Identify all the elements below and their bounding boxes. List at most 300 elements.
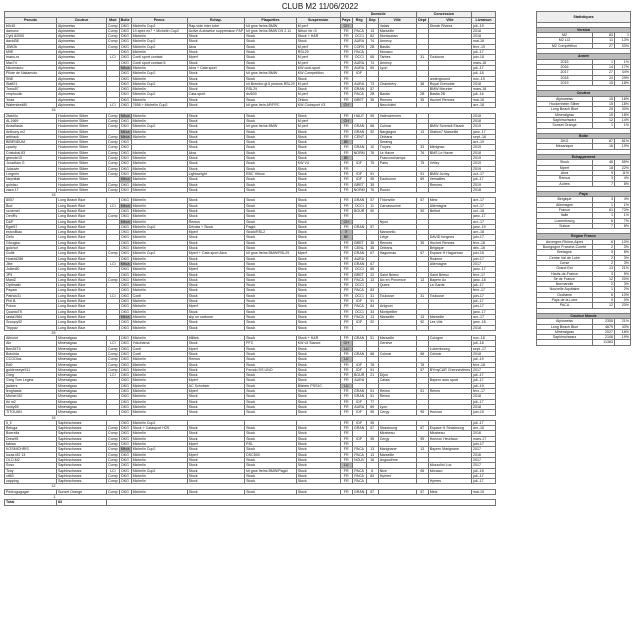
table-cell: Hockenheim Silber xyxy=(57,129,107,134)
table-cell: Conti sport contact 6 xyxy=(131,60,187,65)
table-cell: Bayern auto sport xyxy=(428,378,471,383)
table-cell: Cata-sport xyxy=(187,92,245,97)
table-cell: Saphirschwarz xyxy=(57,420,107,425)
table-cell: Annecy xyxy=(378,39,416,44)
table-cell: Stock xyxy=(296,468,340,473)
table-cell: Stock xyxy=(187,293,245,298)
table-cell: Stock xyxy=(187,431,245,436)
table-cell: 2B xyxy=(416,92,428,97)
table-cell: DKG xyxy=(119,198,131,203)
column-header: Livraison xyxy=(472,18,496,24)
table-cell: Stock + H&R xyxy=(296,34,340,39)
table-cell: Hyères xyxy=(428,479,471,484)
table-cell: Stock xyxy=(245,235,297,240)
table-cell: rocky69 xyxy=(5,404,57,409)
table-cell: Colmar xyxy=(378,124,416,129)
table-cell: Belfort xyxy=(428,208,471,213)
table-cell: Mineralgrau xyxy=(57,362,107,367)
table-cell: Rennes xyxy=(378,97,416,102)
table-cell: Hyères xyxy=(378,473,416,478)
table-cell: Long Beach Blue xyxy=(57,240,107,245)
table-cell: 35 xyxy=(366,240,378,245)
table-cell: DKG xyxy=(119,341,131,346)
table-cell: LCI xyxy=(107,261,120,266)
stats-num: 67 xyxy=(593,139,615,144)
table-cell: juil.-17 xyxy=(472,65,496,70)
table-cell: FR xyxy=(340,352,352,357)
table-cell: Stock xyxy=(296,134,340,139)
table-cell: juil.-17 xyxy=(472,479,496,484)
table-cell: Stock xyxy=(296,452,340,457)
stats-label: Italie xyxy=(537,213,593,218)
table-cell: AURA xyxy=(354,60,365,65)
table-cell: DKG xyxy=(119,277,131,282)
table-cell: IDF xyxy=(352,177,366,182)
table-cell: FR xyxy=(340,431,352,436)
table-cell: Stock xyxy=(245,156,297,161)
table-cell: FR xyxy=(340,150,352,155)
table-cell: FR xyxy=(340,214,352,219)
stats-num: 1 xyxy=(593,59,615,64)
members-body xyxy=(5,23,496,505)
table-cell: lenghaste xyxy=(5,389,57,394)
table-cell: FR xyxy=(340,378,352,383)
table-cell: DKG xyxy=(119,457,131,462)
table-cell: Michelin xyxy=(131,362,187,367)
table-cell: IT xyxy=(340,230,352,235)
table-cell: Stock xyxy=(296,378,340,383)
table-cell: Stock xyxy=(245,336,297,341)
table-cell: juil.-17 xyxy=(472,378,496,383)
table-cell: DKG xyxy=(119,399,131,404)
total-value: 83 xyxy=(57,500,107,505)
table-cell: sept.-16 xyxy=(472,134,496,139)
table-cell: juin-17 xyxy=(472,293,496,298)
table-cell: Stock xyxy=(296,325,340,330)
table-cell: 67 xyxy=(416,251,428,256)
table-cell: janv.-17 xyxy=(472,129,496,134)
table-cell: Stock xyxy=(187,129,245,134)
table-cell: PACA xyxy=(352,28,366,33)
table-cell: goldenseye911 xyxy=(5,367,57,372)
table-cell: GRAN xyxy=(353,426,365,431)
table-cell: Mineralgrau xyxy=(57,399,107,404)
stats-label: Normandie xyxy=(537,282,593,287)
table-cell: AURA xyxy=(354,39,365,44)
table-cell: DKG xyxy=(119,267,131,272)
stats-section-title: Région France xyxy=(537,234,631,239)
stats-pct: 29% xyxy=(615,75,631,80)
column-header: Ville xyxy=(428,18,471,24)
table-cell: DKG xyxy=(119,468,131,473)
stats-label: Nouvelle Aquitaine xyxy=(537,287,593,292)
table-cell: Stock/RSL2 xyxy=(245,230,297,235)
table-cell: Comp xyxy=(108,124,118,129)
stats-pct: 81% xyxy=(615,139,631,144)
stats-pct: 18% xyxy=(615,102,631,107)
page-title: CLUB M2 11/06/2022 xyxy=(281,2,359,11)
table-cell: Franconchamps xyxy=(378,156,416,161)
table-cell: Hockenheim Silber xyxy=(57,134,107,139)
table-cell: Stock xyxy=(245,50,297,55)
table-cell: FR xyxy=(340,251,352,256)
table-cell: Stock xyxy=(245,293,297,298)
stats-label: Mineralgrau xyxy=(537,329,593,334)
table-cell: 2018 xyxy=(472,118,496,123)
table-cell: Aix en Provence xyxy=(378,277,416,282)
table-cell: Saphirschwarz xyxy=(57,436,107,441)
table-cell: AURA xyxy=(354,378,365,383)
table-row xyxy=(5,208,496,213)
table-cell: Ale xyxy=(5,341,57,346)
table-cell: Mineralgrau xyxy=(57,357,107,362)
table-cell: Comp xyxy=(108,182,118,187)
stats-num: 11383 xyxy=(593,340,615,345)
table-cell: févr.-19 xyxy=(472,44,496,49)
table-cell: Stock xyxy=(296,129,340,134)
table-cell: Nice xyxy=(378,468,416,473)
table-cell: Stock xyxy=(296,235,340,240)
table-cell: Long Beach Blue xyxy=(57,293,107,298)
table-cell: Stock xyxy=(187,320,245,325)
table-cell: Luxembourg xyxy=(428,346,471,351)
table-cell: david38 xyxy=(5,39,57,44)
table-cell: Ohlins xyxy=(296,97,340,102)
stats-pct: 17% xyxy=(615,64,631,69)
table-cell: Mineralgrau xyxy=(57,346,107,351)
table-cell: 2016 xyxy=(472,452,496,457)
table-cell: juil.-18 xyxy=(472,341,496,346)
table-cell: Stock xyxy=(245,267,297,272)
table-cell: Stock xyxy=(296,208,340,213)
table-cell: Lightweight xyxy=(187,171,245,176)
table-cell: BIBENDUM xyxy=(5,140,57,145)
stats-num: 25 xyxy=(593,107,615,112)
stats-pct: 19% xyxy=(615,144,631,149)
table-cell: 59 xyxy=(366,113,378,118)
table-cell: Cergy xyxy=(378,410,416,415)
stats-pct: 18% xyxy=(615,329,631,334)
table-cell: DKG xyxy=(119,60,131,65)
table-cell: DKG xyxy=(119,431,131,436)
table-cell: 2019 xyxy=(472,145,496,150)
table-cell: Hockenheim Silber xyxy=(57,161,107,166)
table-cell: Mineralgrau xyxy=(57,378,107,383)
table-cell: CORS xyxy=(353,44,365,49)
table-cell: Colmar xyxy=(428,352,471,357)
table-cell: Stock xyxy=(296,373,340,378)
table-cell: Stock xyxy=(296,309,340,314)
table-cell: 76 xyxy=(366,187,378,192)
table-cell: Cristobal.83 xyxy=(5,150,57,155)
stats-pct: 3% xyxy=(615,260,631,265)
table-row xyxy=(5,240,496,245)
table-cell: AURA xyxy=(354,65,365,70)
table-cell: Long Beach Blue xyxy=(57,283,107,288)
table-cell: 13 xyxy=(366,277,378,282)
table-cell: DKG xyxy=(119,224,131,229)
table-cell: Anthony m2 xyxy=(5,129,57,134)
table-cell: Stock xyxy=(187,203,245,208)
table-cell: 35 xyxy=(366,97,378,102)
table-cell: vmphoolin xyxy=(5,92,57,97)
table-cell: Décata + Stock xyxy=(187,224,245,229)
table-cell: FR xyxy=(340,129,352,134)
stats-label: Belgique xyxy=(537,197,593,202)
table-cell: Huchet Rennes xyxy=(428,240,471,245)
table-cell: janv.-17 xyxy=(472,309,496,314)
table-cell: Stock xyxy=(245,357,297,362)
table-cell: QuantoTK xyxy=(5,309,57,314)
table-cell: Alpinweiss xyxy=(57,92,107,97)
table-cell: Saphirschwarz xyxy=(57,457,107,462)
table-cell: Mozzolini Lux xyxy=(428,463,471,468)
table-cell: FR xyxy=(340,272,352,277)
table-cell: Michelin Cup2 xyxy=(131,39,187,44)
stats-num: 15 xyxy=(593,102,615,107)
table-cell: DAVID fongnes xyxy=(428,235,471,240)
table-cell: Angoulême xyxy=(378,457,416,462)
table-cell: FR xyxy=(340,304,352,309)
table-cell: dsl500 xyxy=(245,92,297,97)
table-cell: DKG xyxy=(119,463,131,468)
table-cell: Stock xyxy=(187,436,245,441)
table-cell: janv.-19 xyxy=(472,224,496,229)
table-cell: 2019 xyxy=(472,124,496,129)
stats-label: Île de France xyxy=(537,276,593,281)
table-cell: 57 xyxy=(366,224,378,229)
stats-label: Corse xyxy=(537,260,593,265)
table-cell: Stock xyxy=(187,235,245,240)
table-cell: Stock xyxy=(187,277,245,282)
table-cell: NORM xyxy=(353,187,365,192)
table-row xyxy=(5,447,496,452)
table-cell: DKG xyxy=(119,118,131,123)
table-cell: Michelin Cup2 xyxy=(131,23,187,28)
table-cell: Hockenheim Silber xyxy=(57,156,107,161)
table-cell: Michelin xyxy=(131,373,187,378)
table-cell: OCCI xyxy=(352,283,366,288)
table-cell: Stock xyxy=(245,404,297,409)
table-cell: 2fast4u xyxy=(5,113,57,118)
table-cell: Stock xyxy=(245,166,297,171)
table-cell: Stock xyxy=(187,299,245,304)
table-cell: Michelin xyxy=(131,314,187,319)
stats-pct: 1 xyxy=(615,33,631,38)
table-cell: Saphirschwarz xyxy=(57,442,107,447)
table-cell: Boerella xyxy=(5,431,57,436)
table-cell: Stock xyxy=(245,182,297,187)
table-cell: Stock xyxy=(187,177,245,182)
table-cell: DKG xyxy=(119,251,131,256)
table-cell: 76 xyxy=(366,150,378,155)
table-cell: oct.-17 xyxy=(472,203,496,208)
table-cell: Michelin xyxy=(131,404,187,409)
table-cell: Comp xyxy=(108,447,118,452)
table-cell: DKG xyxy=(119,87,131,92)
table-cell: IDF xyxy=(352,71,366,76)
stats-label: Long Beach Blue xyxy=(537,107,593,112)
table-cell: Stock xyxy=(245,134,297,139)
table-cell: Comp xyxy=(108,166,118,171)
table-cell: juil.-17 xyxy=(472,177,496,182)
table-cell: DKG xyxy=(119,182,131,187)
table-cell: Comp xyxy=(108,161,118,166)
table-cell: Botchita xyxy=(5,352,57,357)
table-row xyxy=(5,171,496,176)
table-cell: Stock xyxy=(296,293,340,298)
table-cell: 2018 xyxy=(472,404,496,409)
table-cell: Comp xyxy=(108,140,118,145)
table-cell: M perf xyxy=(296,81,340,86)
table-cell: Quers xyxy=(378,283,416,288)
table-cell: BRET xyxy=(352,182,366,187)
table-cell: 2017 xyxy=(472,447,496,452)
table-cell: Avignon xyxy=(378,304,416,309)
table-cell: 83 xyxy=(366,473,378,478)
stats-num: 2027 xyxy=(593,329,615,334)
table-cell: GRAN xyxy=(353,394,365,399)
table-cell: FR xyxy=(340,288,352,293)
table-cell: Reims xyxy=(378,394,416,399)
table-cell: DKG xyxy=(119,288,131,293)
stats-label: Alpinweiss xyxy=(537,319,593,324)
table-cell: Alpinweiss xyxy=(57,60,107,65)
table-cell: M perf xyxy=(296,124,340,129)
table-cell: GRAN xyxy=(353,129,365,134)
table-cell: 90 xyxy=(416,208,428,213)
table-cell: Mineralgrau xyxy=(57,383,107,388)
table-cell: Bastia xyxy=(378,92,416,97)
table-cell: 13 xyxy=(416,314,428,319)
table-cell: Hockenheim Silber xyxy=(57,166,107,171)
table-cell: Long Beach Blue xyxy=(57,230,107,235)
stats-num: 6 xyxy=(593,218,615,223)
table-cell: Michelin xyxy=(131,410,187,415)
table-row xyxy=(5,426,496,431)
table-cell: Stock xyxy=(187,256,245,261)
table-cell: juil.-17 xyxy=(472,399,496,404)
table-cell: LCI xyxy=(107,103,120,108)
table-cell: DKG xyxy=(119,426,131,431)
table-cell: 90 xyxy=(366,208,378,213)
table-cell: Metz xyxy=(428,198,471,203)
table-cell: IDF xyxy=(352,399,366,404)
table-cell: Patrick31 xyxy=(5,293,57,298)
stats-label: Saphirschwarz xyxy=(537,335,593,340)
table-cell: Stock xyxy=(187,463,245,468)
table-cell: 91 xyxy=(366,171,378,176)
table-cell: DKG xyxy=(119,367,131,372)
stats-label: 2019 xyxy=(537,80,593,85)
table-cell: manu-rs xyxy=(5,55,57,60)
table-cell: Stock xyxy=(245,161,297,166)
table-cell: Michelin Cup2 xyxy=(131,44,187,49)
table-cell: Milltek xyxy=(187,336,245,341)
table-cell: Michelin xyxy=(131,378,187,383)
table-cell: Méca xyxy=(120,219,130,224)
stats-num: 12 xyxy=(593,117,615,122)
table-cell: Mperf xyxy=(187,55,245,60)
table-cell: DKG xyxy=(119,272,131,277)
table-cell: DKG xyxy=(119,150,131,155)
table-cell: Stock xyxy=(187,187,245,192)
table-cell: Stock xyxy=(245,219,297,224)
table-cell: damoxx xyxy=(5,28,57,33)
table-cell: Michelin xyxy=(131,129,187,134)
stats-num: 15 xyxy=(593,112,615,117)
table-cell: Jonathan G xyxy=(5,161,57,166)
table-cell: Stock xyxy=(187,246,245,251)
table-cell: PACA xyxy=(352,304,366,309)
stats-pct: 30% xyxy=(615,107,631,112)
table-cell: PACA xyxy=(352,288,366,293)
table-cell: LCI xyxy=(107,203,120,208)
table-cell: Michelin xyxy=(131,299,187,304)
table-cell: Tomo57 xyxy=(5,87,57,92)
table-cell: Stock xyxy=(245,60,297,65)
table-cell: 84 xyxy=(366,304,378,309)
table-cell: Saphirschwarz xyxy=(57,479,107,484)
table-cell: 57 xyxy=(416,367,428,372)
table-cell: 65 xyxy=(366,55,378,60)
stats-num: 7 xyxy=(593,223,615,228)
table-cell: FR xyxy=(340,420,352,425)
table-cell: Stock + H&R xyxy=(296,336,340,341)
stats-pct: 18% xyxy=(615,80,631,85)
table-cell: BRET xyxy=(352,240,366,245)
table-cell: Metz xyxy=(428,489,471,494)
table-cell: Stock xyxy=(187,113,245,118)
table-cell: 2019 xyxy=(472,156,496,161)
stats-num: 18 xyxy=(593,165,615,170)
stats-num: 61 xyxy=(593,207,615,212)
table-row xyxy=(5,161,496,166)
table-cell: Maranello xyxy=(378,230,416,235)
table-cell: FR xyxy=(340,198,352,203)
table-cell: FR xyxy=(340,240,352,245)
table-cell: 78 xyxy=(416,362,428,367)
table-cell: 78 xyxy=(366,362,378,367)
stats-pct: 0% xyxy=(615,298,631,303)
table-cell: Long Beach Blue xyxy=(57,256,107,261)
table-cell: Eaubonne xyxy=(378,177,416,182)
table-cell: Stock xyxy=(187,118,245,123)
table-cell: DKG xyxy=(119,76,131,81)
table-cell: Stock xyxy=(296,288,340,293)
table-cell: Michelin xyxy=(131,161,187,166)
table-cell: Anasflasia xyxy=(5,124,57,129)
stats-label: M2 Compétition xyxy=(537,43,593,48)
members-table xyxy=(4,11,496,506)
table-cell: Michelin xyxy=(131,336,187,341)
table-cell: 19 apex ec7 + Michelin Cup2 xyxy=(131,28,187,33)
table-cell: Stock xyxy=(187,50,245,55)
table-cell: DKG xyxy=(119,357,131,362)
table-cell: DKG xyxy=(119,23,131,28)
table-cell: Long Beach Blue xyxy=(57,272,107,277)
table-cell: Stock xyxy=(296,256,340,261)
stats-pct: 18% xyxy=(615,96,631,101)
table-cell: Lurgmin xyxy=(5,171,57,176)
table-cell: Horizon Heurtaux xyxy=(428,436,471,441)
table-cell: 7658 + Michelin Cup2 xyxy=(131,103,187,108)
table-cell: Marseille xyxy=(428,314,471,319)
table-cell: Nephilab xyxy=(5,177,57,182)
table-cell: Conti sport contact xyxy=(131,55,187,60)
table-cell: Stock xyxy=(296,150,340,155)
table-row xyxy=(5,314,496,319)
